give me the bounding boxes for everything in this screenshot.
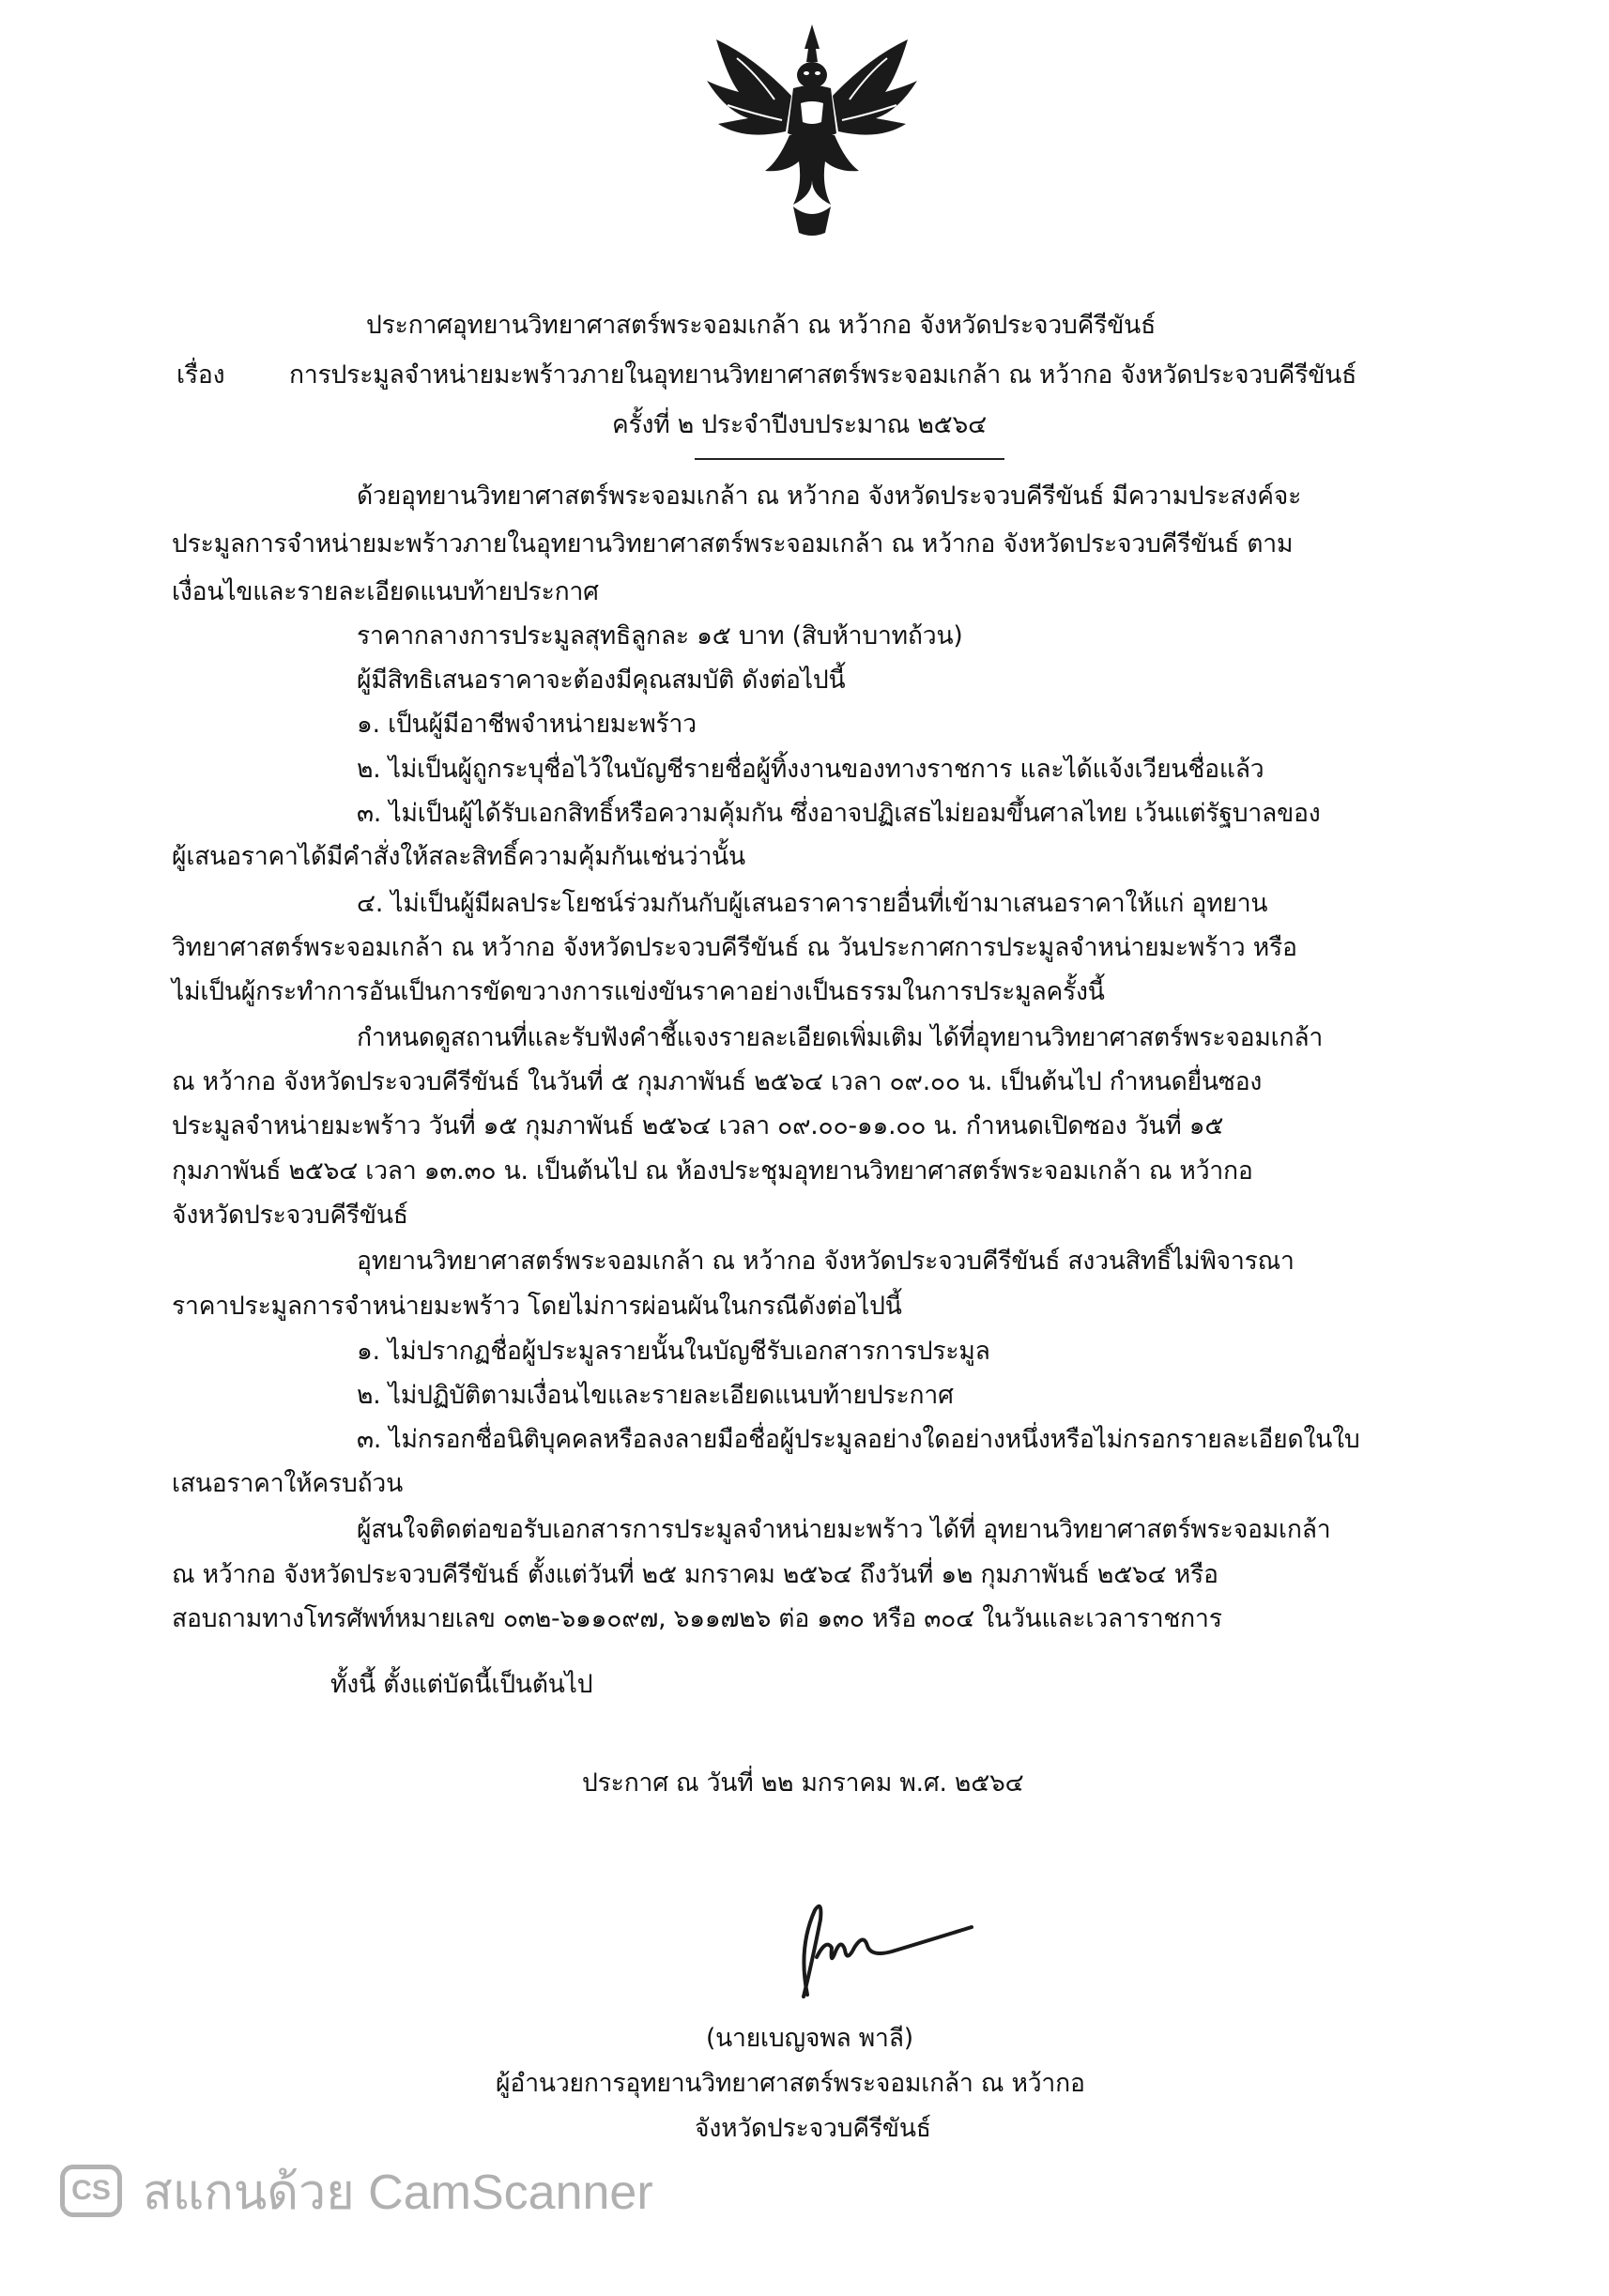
camscanner-watermark — [60, 2161, 653, 2221]
body-line: ๓. ไม่กรอกชื่อนิติบุคคลหรือลงลายมือชื่อผู้ประมูลอย่างใดอย่างหนึ่งหรือไม่กรอกรายละเอียดในใบ — [357, 1425, 1360, 1454]
body-line: ๒. ไม่เป็นผู้ถูกระบุชื่อไว้ในบัญชีรายชื่อผู้ทิ้งงานของทางราชการ และได้แจ้งเวียนชื่อแล้ว — [357, 755, 1264, 784]
body-line: ณ หว้ากอ จังหวัดประจวบคีรีขันธ์ ตั้งแต่วันที่ ๒๕ มกราคม ๒๕๖๔ ถึงวันที่ ๑๒ กุมภาพันธ์ ๒๕๖๔ หรือ — [172, 1560, 1218, 1589]
announcement-title: ประกาศอุทยานวิทยาศาสตร์พระจอมเกล้า ณ หว้ากอ จังหวัดประจวบคีรีขันธ์ — [366, 311, 1157, 340]
body-line: ๔. ไม่เป็นผู้มีผลประโยชน์ร่วมกันกับผู้เสนอราคารายอื่นที่เข้ามาเสนอราคาให้แก่ อุทยาน — [357, 889, 1268, 918]
body-line: ราคากลางการประมูลสุทธิลูกละ ๑๕ บาท (สิบห้าบาทถ้วน) — [357, 621, 963, 651]
body-line: ทั้งนี้ ตั้งแต่บัดนี้เป็นต้นไป — [330, 1670, 593, 1699]
body-line: เงื่อนไขและรายละเอียดแนบท้ายประกาศ — [172, 577, 599, 606]
body-line: ผู้มีสิทธิเสนอราคาจะต้องมีคุณสมบัติ ดังต่อไปนี้ — [357, 666, 846, 695]
body-line: อุทยานวิทยาศาสตร์พระจอมเกล้า ณ หว้ากอ จังหวัดประจวบคีรีขันธ์ สงวนสิทธิ์ไม่พิจารณา — [357, 1247, 1295, 1276]
body-line: ประมูลจำหน่ายมะพร้าว วันที่ ๑๕ กุมภาพันธ์ ๒๕๖๔ เวลา ๐๙.๐๐-๑๑.๐๐ น. กำหนดเปิดซอง วันที่ ๑๕ — [172, 1111, 1224, 1140]
subject-text: การประมูลจำหน่ายมะพร้าวภายในอุทยานวิทยาศาสตร์พระจอมเกล้า ณ หว้ากอ จังหวัดประจวบคีรีขันธ์ — [289, 360, 1357, 390]
camscanner-logo-icon: CS — [60, 2165, 122, 2217]
body-line: เสนอราคาให้ครบถ้วน — [172, 1469, 404, 1498]
body-line: ณ หว้ากอ จังหวัดประจวบคีรีขันธ์ ในวันที่ ๕ กุมภาพันธ์ ๒๕๖๔ เวลา ๐๙.๐๐ น. เป็นต้นไป กำหนดยื่นซอง — [172, 1067, 1263, 1096]
body-line: จังหวัดประจวบคีรีขันธ์ — [172, 1201, 408, 1230]
body-line: ๑. เป็นผู้มีอาชีพจำหน่ายมะพร้าว — [357, 710, 697, 739]
body-line: กุมภาพันธ์ ๒๕๖๔ เวลา ๑๓.๓๐ น. เป็นต้นไป ณ ห้องประชุมอุทยานวิทยาศาสตร์พระจอมเกล้า ณ หว้ากอ — [172, 1156, 1253, 1186]
signer-province: จังหวัดประจวบคีรีขันธ์ — [695, 2114, 931, 2143]
watermark-text: สแกนด้วย CamScanner — [143, 2165, 653, 2220]
body-line: ผู้สนใจติดต่อขอรับเอกสารการประมูลจำหน่ายมะพร้าว ได้ที่ อุทยานวิทยาศาสตร์พระจอมเกล้า — [357, 1515, 1331, 1544]
header-divider — [695, 458, 1004, 460]
garuda-emblem-icon — [699, 21, 925, 238]
signature-icon — [770, 1891, 986, 2009]
body-line: วิทยาศาสตร์พระจอมเกล้า ณ หว้ากอ จังหวัดประจวบคีรีขันธ์ ณ วันประกาศการประมูลจำหน่ายมะพร้าว หรือ — [172, 933, 1297, 962]
subject-line-2: ครั้งที่ ๒ ประจำปีงบประมาณ ๒๕๖๔ — [612, 410, 988, 439]
subject-label: เรื่อง — [176, 360, 225, 390]
signer-position: ผู้อำนวยการอุทยานวิทยาศาสตร์พระจอมเกล้า ณ หว้ากอ — [496, 2069, 1085, 2098]
body-line: ราคาประมูลการจำหน่ายมะพร้าว โดยไม่การผ่อนผันในกรณีดังต่อไปนี้ — [172, 1292, 902, 1321]
body-line: ๑. ไม่ปรากฏชื่อผู้ประมูลรายนั้นในบัญชีรับเอกสารการประมูล — [357, 1337, 990, 1366]
body-line: สอบถามทางโทรศัพท์หมายเลข ๐๓๒-๖๑๑๐๙๗, ๖๑๑๗๒๖ ต่อ ๑๓๐ หรือ ๓๐๔ ในวันและเวลาราชการ — [172, 1604, 1222, 1633]
body-line: กำหนดดูสถานที่และรับฟังคำชี้แจงรายละเอียดเพิ่มเติม ได้ที่อุทยานวิทยาศาสตร์พระจอมเกล้า — [357, 1023, 1324, 1052]
body-line: ๓. ไม่เป็นผู้ได้รับเอกสิทธิ์หรือความคุ้มกัน ซึ่งอาจปฏิเสธไม่ยอมขึ้นศาลไทย เว้นแต่รัฐบาลของ — [357, 799, 1321, 828]
announcement-date: ประกาศ ณ วันที่ ๒๒ มกราคม พ.ศ. ๒๕๖๔ — [582, 1768, 1024, 1798]
body-line: ด้วยอุทยานวิทยาศาสตร์พระจอมเกล้า ณ หว้ากอ จังหวัดประจวบคีรีขันธ์ มีความประสงค์จะ — [357, 482, 1302, 511]
body-line: ประมูลการจำหน่ายมะพร้าวภายในอุทยานวิทยาศาสตร์พระจอมเกล้า ณ หว้ากอ จังหวัดประจวบคีรีขันธ์ ตาม — [172, 529, 1294, 559]
body-line: ไม่เป็นผู้กระทำการอันเป็นการขัดขวางการแข่งขันราคาอย่างเป็นธรรมในการประมูลครั้งนี้ — [172, 977, 1105, 1006]
signer-name: (นายเบญจพล พาลี) — [706, 2024, 913, 2053]
body-line: ๒. ไม่ปฏิบัติตามเงื่อนไขและรายละเอียดแนบท้ายประกาศ — [357, 1381, 954, 1410]
body-line: ผู้เสนอราคาได้มีคำสั่งให้สละสิทธิ์ความคุ้มกันเช่นว่านั้น — [172, 842, 745, 871]
